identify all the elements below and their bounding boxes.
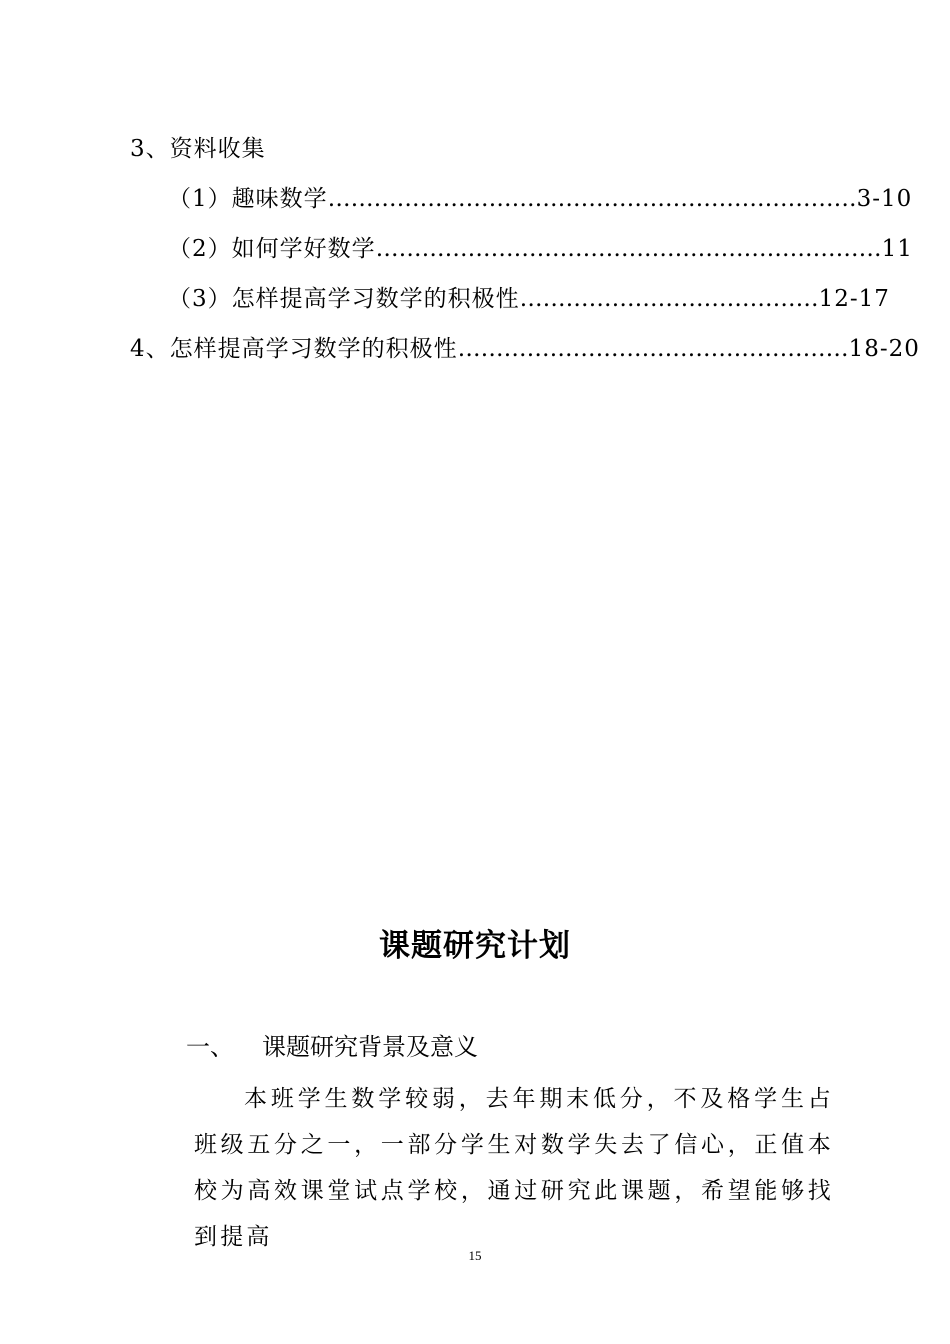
toc-item-label: 3、资料收集 <box>130 136 266 162</box>
toc-leader-dots: …………………………………………… <box>457 336 849 362</box>
page-number: 15 <box>468 1248 482 1263</box>
toc-page-range: 12-17 <box>818 286 890 312</box>
toc-item <box>130 134 266 164</box>
toc-item <box>130 334 920 364</box>
toc-page-range: 3-10 <box>856 186 913 212</box>
body-paragraph: 本班学生数学较弱，去年期末低分，不及格学生占班级五分之一，一部分学生对数学失去了信心，正值本校为高效课堂试点学校，通过研究此课题，希望能够找到提高 <box>194 1086 834 1250</box>
toc-item-label: （3）怎样提高学习数学的积极性 <box>168 286 520 312</box>
section-heading-text: 课题研究背景及意义 <box>262 1033 478 1061</box>
toc-leader-dots: ………………………………… <box>519 286 819 312</box>
toc-item <box>168 234 913 264</box>
toc-page-range: 11 <box>881 236 913 262</box>
toc-item-label: （2）如何学好数学 <box>168 236 376 262</box>
toc-item-label: （1）趣味数学 <box>168 186 328 212</box>
toc-leader-dots: …………………………………………………………… <box>327 186 857 212</box>
toc-item <box>168 284 890 314</box>
page-title: 课题研究计划 <box>379 928 571 964</box>
toc-leader-dots: ………………………………………………………… <box>375 236 882 262</box>
toc-item-label: 4、怎样提高学习数学的积极性 <box>130 336 458 362</box>
toc-page-range: 18-20 <box>848 336 920 362</box>
toc-item <box>168 184 912 214</box>
section-heading <box>186 1030 478 1064</box>
section-number: 一、 <box>186 1033 234 1061</box>
